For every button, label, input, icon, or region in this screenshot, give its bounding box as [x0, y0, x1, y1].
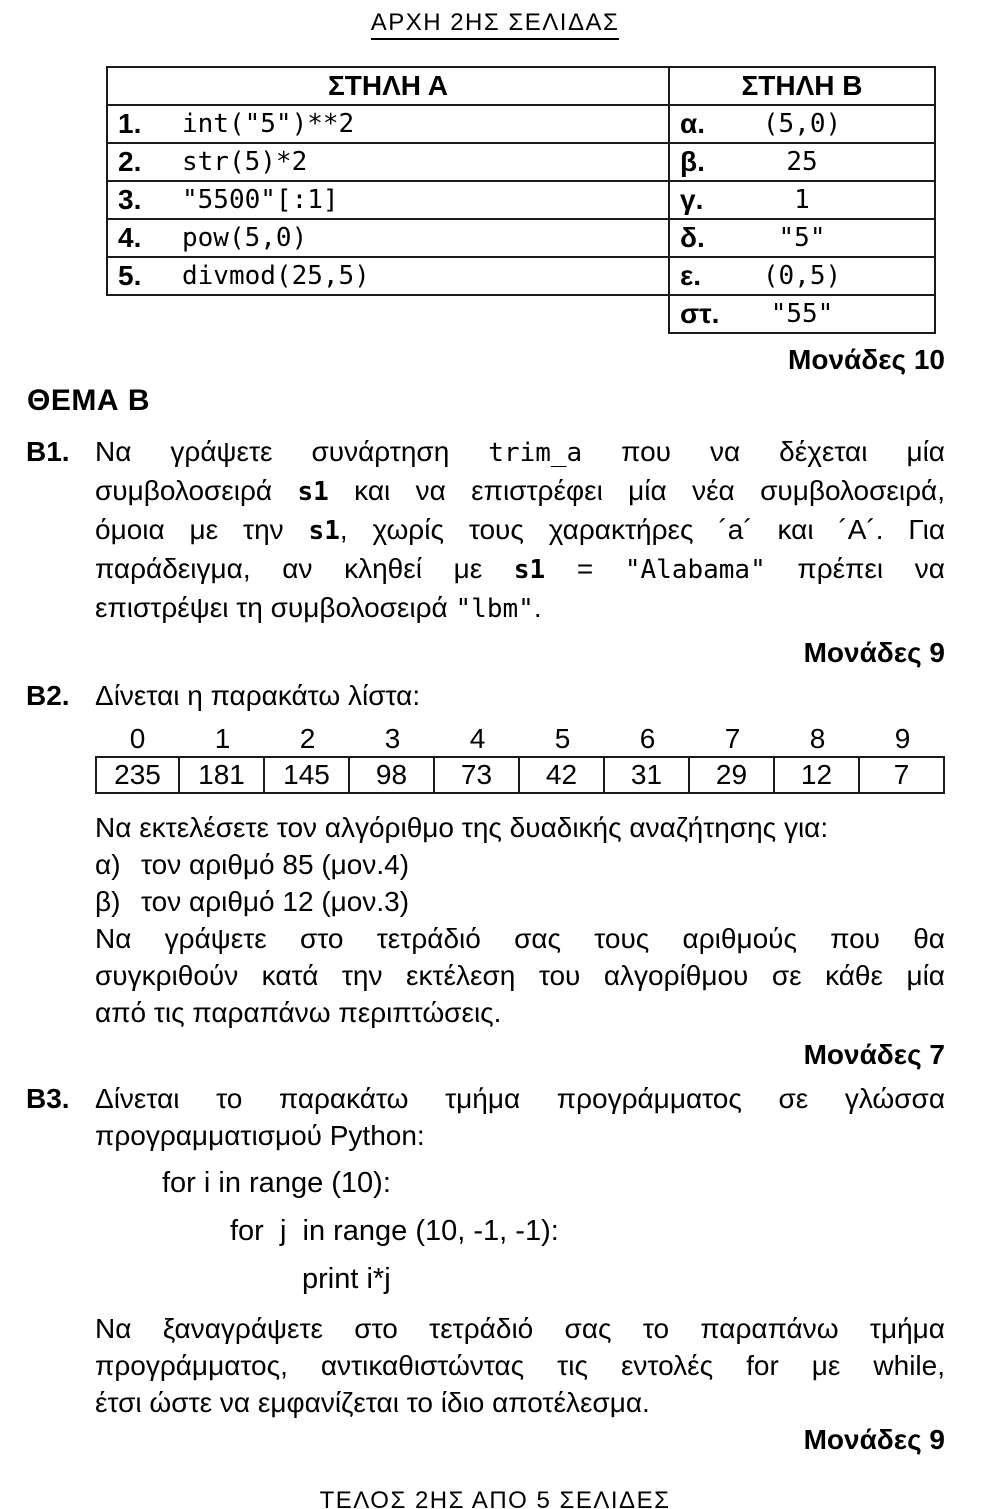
row-value: 1	[794, 185, 810, 215]
list-index: 5	[554, 723, 571, 754]
b1-text	[95, 433, 945, 628]
list-index: 9	[894, 723, 911, 754]
list-value: 98	[350, 756, 435, 794]
column-a-header: ΣΤΗΛΗ Α	[328, 70, 448, 101]
row-code: str(5)*2	[182, 147, 308, 177]
item-text: τον αριθμό 12 (μον.3)	[141, 886, 410, 917]
column-b-header: ΣΤΗΛΗ Β	[741, 70, 863, 101]
row-value: 25	[786, 147, 818, 177]
list-item	[95, 883, 945, 920]
row-number: 1.	[118, 108, 142, 139]
row-letter: β.	[680, 146, 705, 177]
b2-list-table	[95, 722, 945, 794]
marks-matching: Μονάδες 10	[788, 344, 945, 375]
question-body	[95, 1080, 945, 1458]
list-index: 2	[299, 723, 316, 754]
row-letter: ε.	[680, 260, 702, 291]
question-b1	[0, 433, 990, 671]
table-row	[108, 256, 668, 294]
b3-intro	[95, 1080, 945, 1154]
question-label: B1.	[26, 436, 70, 467]
python-code-block	[95, 1159, 945, 1303]
question-label: B3.	[26, 1083, 70, 1114]
list-index: 4	[469, 723, 486, 754]
text-line: προγράμματος, αντικαθιστώντας τις εντολές for με while,	[95, 1350, 945, 1381]
row-value: "5"	[778, 223, 826, 253]
table-row	[108, 104, 668, 142]
row-letter: στ.	[680, 298, 720, 329]
list-value: 29	[690, 756, 775, 794]
list-value: 42	[520, 756, 605, 794]
row-number: 5.	[118, 260, 142, 291]
text-line: Δίνεται το παρακάτω τμήμα προγράμματος σε γλώσσα	[95, 1083, 945, 1114]
marks-b1: Μονάδες 9	[803, 637, 945, 668]
text-line: όμοια με την s1, χωρίς τους χαρακτήρες ´a´ και ´Α´. Για	[95, 514, 946, 546]
row-value: "55"	[770, 299, 834, 329]
item-text: τον αριθμό 85 (μον.4)	[141, 849, 410, 880]
text-line: από τις παραπάνω περιπτώσεις.	[95, 997, 502, 1028]
list-item	[95, 846, 945, 883]
row-letter: α.	[680, 108, 705, 139]
marks-b3: Μονάδες 9	[803, 1424, 945, 1455]
table-row	[670, 104, 934, 142]
item-label: β)	[95, 886, 121, 917]
list-value: 7	[860, 756, 945, 794]
row-letter: γ.	[680, 184, 704, 215]
row-code: int("5")**2	[182, 109, 355, 139]
list-index: 6	[639, 723, 656, 754]
row-value: (5,0)	[762, 109, 842, 139]
text-line: συγκριθούν κατά την εκτέλεση του αλγορίθμου σε κάθε μία	[95, 960, 945, 991]
row-code: divmod(25,5)	[182, 261, 370, 291]
list-index: 8	[809, 723, 826, 754]
question-body	[95, 677, 945, 1073]
text-line: συμβολοσειρά s1 και να επιστρέφει μία νέα συμβολοσειρά,	[95, 475, 946, 507]
item-label: α)	[95, 849, 121, 880]
row-number: 3.	[118, 184, 142, 215]
text-line: επιστρέψει τη συμβολοσειρά "lbm".	[95, 592, 542, 624]
table-row	[670, 256, 934, 294]
list-value: 73	[435, 756, 520, 794]
page-footer	[0, 1486, 990, 1509]
table-row	[670, 218, 934, 256]
text-line: έτσι ώστε να εμφανίζεται το ίδιο αποτέλεσμα.	[95, 1387, 650, 1418]
page-header-text: ΑΡΧΗ 2ΗΣ ΣΕΛΙΔΑΣ	[371, 9, 620, 40]
list-index: 7	[724, 723, 741, 754]
text-line: Να γράψετε συνάρτηση trim_a που να δέχεται μία	[95, 436, 945, 468]
theme-title: ΘΕΜΑ Β	[27, 384, 150, 417]
table-row	[670, 180, 934, 218]
page-footer-text: ΤΕΛΟΣ 2ΗΣ ΑΠΟ 5 ΣΕΛΙΔΕΣ	[320, 1487, 671, 1509]
list-index: 1	[214, 723, 231, 754]
matching-column-a	[106, 66, 670, 296]
list-index: 0	[129, 723, 146, 754]
row-code: "5500"[:1]	[182, 185, 339, 215]
list-value: 235	[95, 756, 180, 794]
code-line: print i*j	[302, 1263, 391, 1295]
list-value: 145	[265, 756, 350, 794]
list-value: 31	[605, 756, 690, 794]
list-value-row	[95, 756, 945, 794]
code-line: for j in range (10, -1, -1):	[230, 1215, 559, 1247]
code-line: for i in range (10):	[162, 1167, 391, 1199]
row-value: (0,5)	[762, 261, 842, 291]
text-line: Να γράψετε στο τετράδιό σας τους αριθμούς που θα	[95, 923, 945, 954]
row-number: 4.	[118, 222, 142, 253]
text-line: παράδειγμα, αν κληθεί με s1 = "Alabama" πρέπει να	[95, 553, 945, 585]
list-index-row	[95, 722, 945, 756]
text-line: Να ξαναγράψετε στο τετράδιό σας το παραπάνω τμήμα	[95, 1313, 945, 1344]
row-number: 2.	[118, 146, 142, 177]
list-value: 12	[775, 756, 860, 794]
marks-b2: Μονάδες 7	[803, 1039, 945, 1070]
table-row	[670, 142, 934, 180]
question-b2	[0, 677, 990, 1073]
b2-exec-line: Να εκτελέσετε τον αλγόριθμο της δυαδικής αναζήτησης για:	[95, 812, 829, 843]
list-value: 181	[180, 756, 265, 794]
table-row	[670, 294, 934, 332]
table-row	[108, 218, 668, 256]
matching-table	[106, 66, 990, 334]
question-body	[95, 433, 945, 671]
b2-outro	[95, 920, 945, 1031]
row-letter: δ.	[680, 222, 705, 253]
page-header	[0, 0, 990, 38]
list-index: 3	[384, 723, 401, 754]
b2-intro: Δίνεται η παρακάτω λίστα:	[95, 680, 421, 711]
question-b3	[0, 1080, 990, 1458]
row-code: pow(5,0)	[182, 223, 308, 253]
b3-outro	[95, 1310, 945, 1421]
table-row	[108, 142, 668, 180]
question-label: B2.	[26, 680, 70, 711]
matching-column-b	[668, 66, 936, 334]
text-line: προγραμματισμού Python:	[95, 1120, 425, 1151]
table-row	[108, 180, 668, 218]
